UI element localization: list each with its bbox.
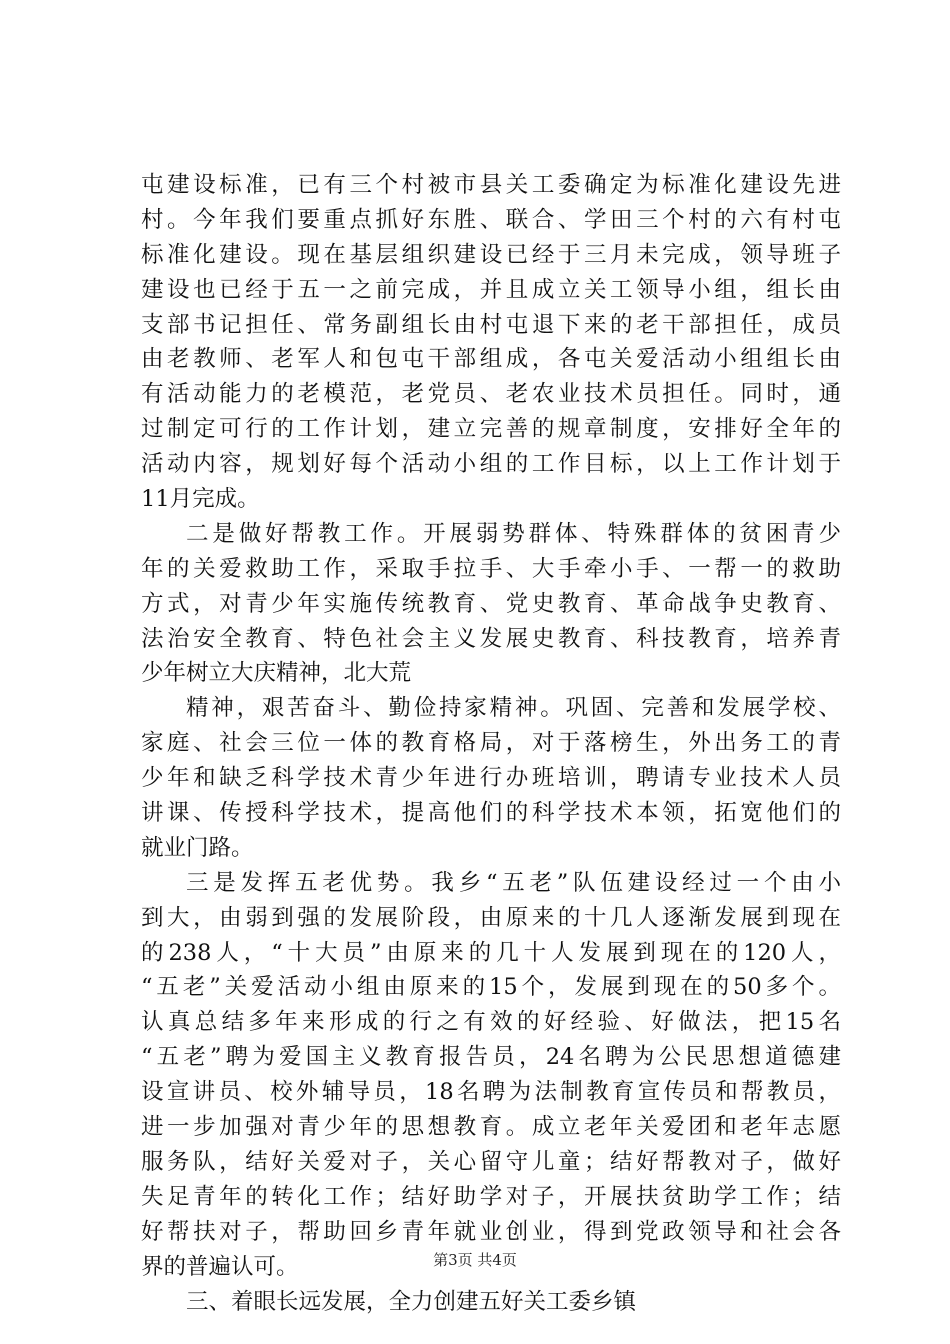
section-heading: 三、着眼长远发展，全力创建五好关工委乡镇: [186, 1288, 637, 1315]
text-line: 认真总结多年来形成的行之有效的好经验、好做法，把15名: [141, 1009, 841, 1036]
text-line: 到大，由弱到强的发展阶段，由原来的十几人逐渐发展到现在: [141, 904, 841, 931]
text-line: 11月完成。: [141, 486, 260, 513]
text-line: 年的关爱救助工作，采取手拉手、大手牵小手、一帮一的救助: [141, 555, 841, 582]
text-line: 屯建设标准，已有三个村被市县关工委确定为标准化建设先进: [141, 172, 841, 198]
text-line: 失足青年的转化工作；结好助学对子，开展扶贫助学工作；结: [141, 1183, 841, 1210]
text-line: 少年和缺乏科学技术青少年进行办班培训，聘请专业技术人员: [141, 765, 841, 792]
text-line: 法治安全教育、特色社会主义发展史教育、科技教育，培养青: [141, 625, 841, 652]
text-line: 服务队，结好关爱对子，关心留守儿童；结好帮教对子，做好: [141, 1148, 841, 1175]
text-line: “五老”关爱活动小组由原来的15个，发展到现在的50多个。: [141, 974, 841, 1001]
text-line: 建设也已经于五一之前完成，并且成立关工领导小组，组长由: [141, 276, 841, 303]
text-line: 标准化建设。现在基层组织建设已经于三月未完成，领导班子: [141, 241, 841, 268]
text-line: 二是做好帮教工作。开展弱势群体、特殊群体的贫困青少: [186, 520, 841, 547]
text-line: 设宣讲员、校外辅导员，18名聘为法制教育宣传员和帮教员，: [141, 1079, 841, 1106]
text-line: 少年树立大庆精神，北大荒: [141, 660, 412, 687]
text-line: 过制定可行的工作计划，建立完善的规章制度，安排好全年的: [141, 416, 841, 443]
text-line: 进一步加强对青少年的思想教育。成立老年关爱团和老年志愿: [141, 1114, 841, 1141]
text-line: 由老教师、老军人和包屯干部组成，各屯关爱活动小组组长由: [141, 346, 841, 373]
text-line: 有活动能力的老模范，老党员、老农业技术员担任。同时，通: [141, 381, 841, 408]
text-line: 讲课、传授科学技术，提高他们的科学技术本领，拓宽他们的: [141, 800, 841, 827]
text-line: 精神，艰苦奋斗、勤俭持家精神。巩固、完善和发展学校、: [186, 695, 841, 722]
text-line: 家庭、社会三位一体的教育格局，对于落榜生，外出务工的青: [141, 730, 841, 757]
text-line: 好帮扶对子，帮助回乡青年就业创业，得到党政领导和社会各: [141, 1218, 841, 1245]
text-line: 就业门路。: [141, 834, 254, 861]
text-line: 方式，对青少年实施传统教育、党史教育、革命战争史教育、: [141, 590, 841, 617]
document-body: [141, 168, 841, 1319]
page-number-footer: 第3页 共4页: [433, 1251, 517, 1269]
text-line: 村。今年我们要重点抓好东胜、联合、学田三个村的六有村屯: [141, 206, 841, 233]
text-line: 三是发挥五老优势。我乡“五老”队伍建设经过一个由小: [186, 869, 841, 896]
text-line: 的238人，“十大员”由原来的几十人发展到现在的120人，: [141, 939, 841, 966]
text-line: 界的普遍认可。: [141, 1253, 299, 1280]
text-line: 活动内容，规划好每个活动小组的工作目标，以上工作计划于: [141, 451, 841, 478]
text-line: 支部书记担任、常务副组长由村屯退下来的老干部担任，成员: [141, 311, 841, 338]
text-line: “五老”聘为爱国主义教育报告员，24名聘为公民思想道德建: [141, 1044, 841, 1071]
